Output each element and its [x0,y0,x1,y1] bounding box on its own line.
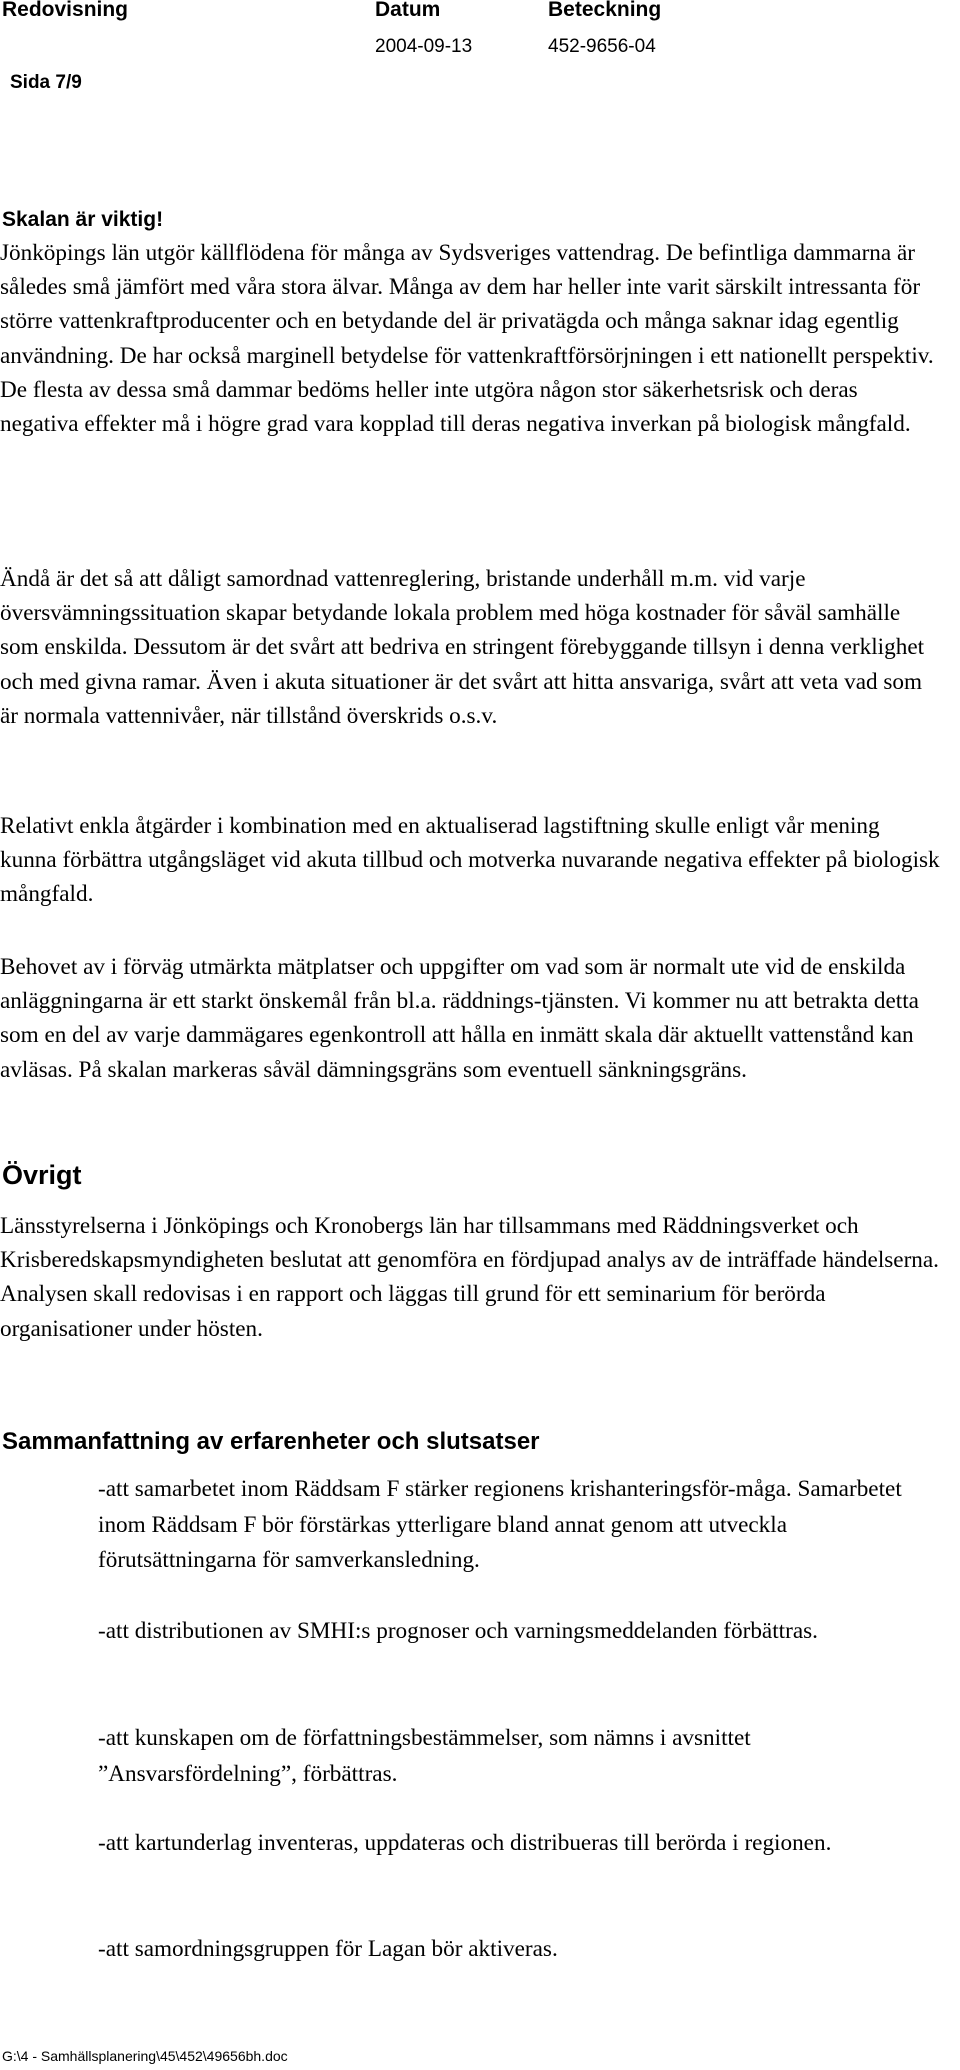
section-heading-scale: Skalan är viktig! [2,208,164,231]
paragraph-measuring-points: Behovet av i förväg utmärkta mätplatser och uppgifter om vad som är normalt ute vid de enskilda anläggningarna är ett starkt önskemål från bl.a. räddnings-tjänsten. Vi kommer nu att betrakta detta som en del av varje dammägares egenkontroll att hålla en inmätt skala där aktuellt vattenstånd kan avläsas. På skalan markeras såväl dämningsgräns som eventuell sänkningsgräns. [0,954,919,1083]
section-heading-summary: Sammanfattning av erfarenheter och slutsatser [2,1428,540,1455]
date-label: Datum [375,0,441,21]
summary-item: -att samarbetet inom Räddsam F stärker regionens krishanteringsför-måga. Samarbetet inom Räddsam F bör förstärkas ytterligare bland annat genom att utveckla förutsättningarna för samverkansledning. [98,1476,902,1573]
paragraph-measures: Relativt enkla åtgärder i kombination med en aktualiserad lagstiftning skulle enligt vår mening kunna förbättra utgångsläget vid akuta tillbud och motverka nuvarande negativa effekter på biologisk mångfald. [0,813,940,908]
paragraph-sources: Jönköpings län utgör källflödena för många av Sydsveriges vattendrag. De befintliga dammarna är således små jämfört med våra stora älvar. Många av dem har heller inte varit särskilt intressanta för större vattenkraftproducenter och en betydande del är privatägda och många saknar idag egentlig användning. De har också marginell betydelse för vattenkraftförsörjningen i ett nationellt perspektiv. De flesta av dessa små dammar bedöms heller inte utgöra någon stor säkerhetsrisk och deras negativa effekter må i högre grad vara kopplad till deras negativa inverkan på biologisk mångfald. [0,240,934,438]
paragraph-analysis: Länsstyrelserna i Jönköpings och Kronobergs län har tillsammans med Räddningsverket och Krisberedskapsmyndigheten beslutat att genomföra en fördjupad analys av de inträffade händelserna. Analysen skall redovisas i en rapport och läggas till grund för ett seminarium för berörda organisationer under hösten. [0,1213,939,1342]
file-path-footer: G:\4 - Samhällsplanering\45\452\49656bh.doc [2,2048,288,2064]
summary-item: -att kartunderlag inventeras, uppdateras och distribueras till berörda i regionen. [98,1830,832,1856]
summary-item: -att samordningsgruppen för Lagan bör aktiveras. [98,1936,558,1962]
summary-item: -att kunskapen om de författningsbestämmelser, som nämns i avsnittet ”Ansvarsfördelning”, förbättras. [98,1725,751,1787]
reference-value: 452-9656-04 [548,36,656,57]
doc-type: Redovisning [2,0,129,21]
reference-label: Beteckning [548,0,662,21]
page-number: Sida 7/9 [10,72,82,93]
date-value: 2004-09-13 [375,36,473,57]
summary-item: -att distributionen av SMHI:s prognoser och varningsmeddelanden förbättras. [98,1618,818,1644]
paragraph-regulation: Ändå är det så att dåligt samordnad vattenreglering, bristande underhåll m.m. vid varje översvämningssituation skapar betydande lokala problem med höga kostnader för såväl samhälle som enskilda. Dessutom är det svårt att bedriva en stringent förebyggande tillsyn i denna verklighet och med givna ramar. Även i akuta situationer är det svårt att hitta ansvariga, svårt att veta vad som är normala vattennivåer, när tillstånd överskrids o.s.v. [0,566,925,729]
section-heading-other: Övrigt [2,1160,82,1190]
